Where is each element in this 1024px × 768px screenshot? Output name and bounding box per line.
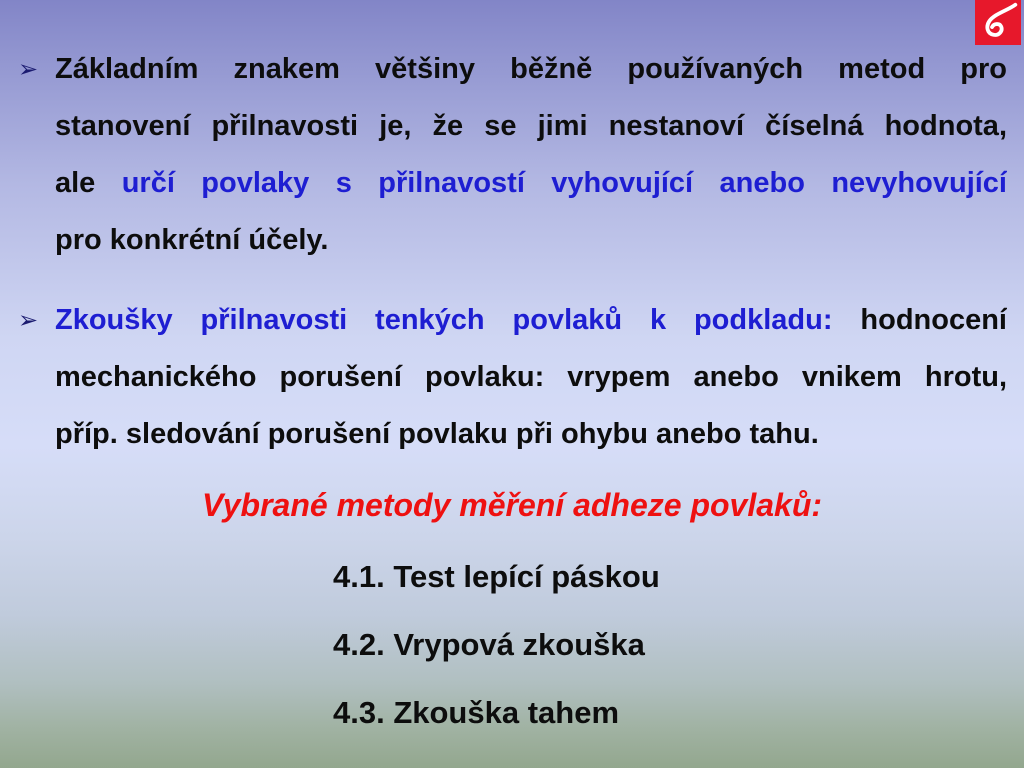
text-segment: ale	[55, 167, 122, 199]
text-segment: hodnocení	[832, 304, 1007, 336]
text-segment: mechanického porušení povlaku: vrypem anebo vnikem hrotu,	[55, 361, 1007, 393]
text-segment: stanovení přilnavosti je, že se jimi nestanoví číselná hodnota,	[55, 110, 1007, 142]
bullet-item	[0, 292, 1024, 463]
swoosh-icon	[977, 2, 1019, 43]
paragraph-line	[55, 41, 1007, 98]
paragraph-line	[55, 292, 1007, 349]
method-item: 4.3. Zkouška tahem	[333, 695, 620, 730]
arrow-bullet-icon: ➢	[18, 307, 39, 334]
arrow-bullet-icon: ➢	[18, 56, 39, 83]
paragraph-text	[55, 292, 1007, 463]
paragraph-line	[55, 212, 1007, 269]
paragraph-line	[55, 406, 1007, 463]
text-segment: určí povlaky s přilnavostí vyhovující anebo nevyhovující	[121, 167, 1007, 199]
text-segment: pro konkrétní účely.	[55, 224, 329, 256]
method-item: 4.1. Test lepící páskou	[333, 559, 660, 594]
method-list	[333, 543, 1024, 747]
paragraph-line	[55, 349, 1007, 406]
paragraph-line	[55, 155, 1007, 212]
text-segment: Základním znakem většiny běžně používaných metod pro	[55, 53, 1007, 85]
paragraph-line	[55, 98, 1007, 155]
section-heading: Vybrané metody měření adheze povlaků:	[201, 487, 823, 523]
paragraph-text	[55, 41, 1007, 269]
bullet-item	[0, 41, 1024, 269]
logo-badge	[975, 0, 1021, 45]
text-segment: Zkoušky přilnavosti tenkých povlaků k podkladu:	[55, 304, 833, 336]
method-item: 4.2. Vrypová zkouška	[333, 627, 645, 662]
text-segment: příp. sledování porušení povlaku při ohybu anebo tahu.	[55, 418, 819, 450]
